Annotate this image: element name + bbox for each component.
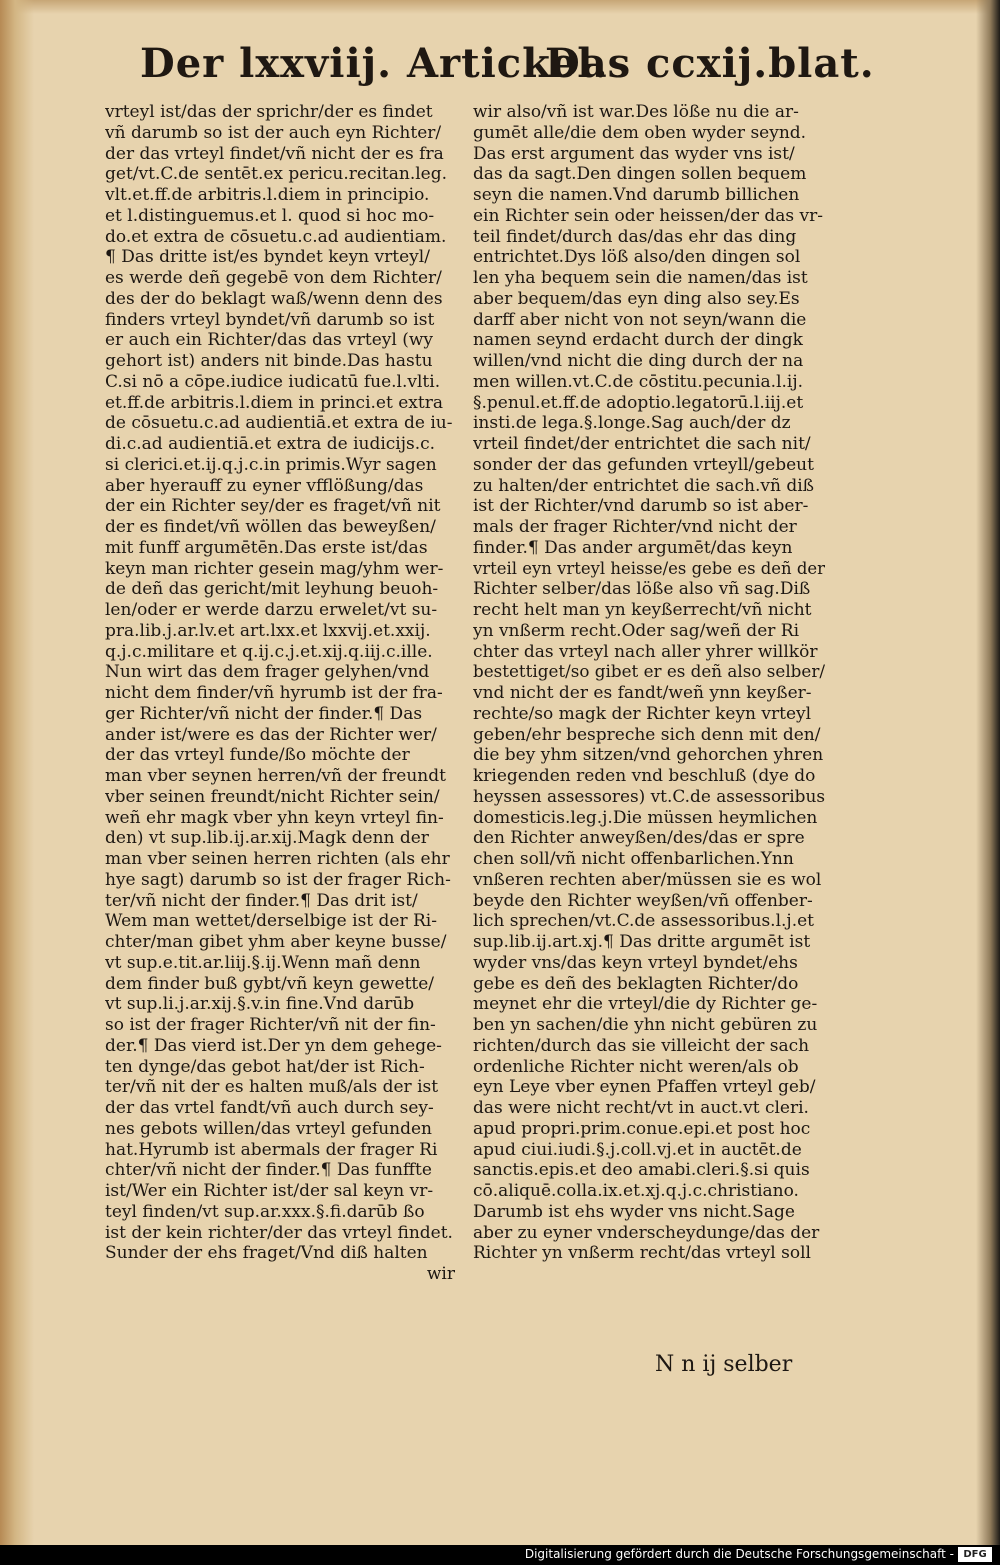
text-line: vber seinen freundt/nicht Richter sein/: [105, 786, 440, 807]
text-line: die bey yhm sitzen/vnd gehorchen yhren: [473, 745, 824, 766]
right-text-column: [473, 102, 825, 1264]
text-line: ter/vñ nit der es halten muß/als der ist: [105, 1077, 439, 1098]
text-line: zu halten/der entrichtet die sach.vñ diß: [473, 475, 815, 496]
text-line: chter/vñ nicht der finder.¶ Das funffte: [105, 1160, 432, 1181]
text-line: so ist der frager Richter/vñ nit der fin-: [105, 1015, 436, 1035]
text-line: Das erst argument das wyder vns ist/: [473, 143, 795, 164]
text-line: vnd nicht der es fandt/weñ ynn keyßer-: [473, 683, 812, 703]
text-line: pra.lib.j.ar.lv.et art.lxx.et lxxvij.et.xxij.: [105, 620, 431, 641]
text-line: Richter yn vnßerm recht/das vrteyl soll: [473, 1243, 811, 1264]
text-line: darff aber nicht von not seyn/wann die: [473, 309, 807, 330]
text-line: beyde den Richter weyßen/vñ offenber-: [473, 890, 813, 911]
left-text-column: [105, 102, 455, 1285]
text-line: apud ciui.iudi.§.j.coll.vj.et in auctēt.de: [473, 1139, 802, 1160]
text-line: das da sagt.Den dingen sollen bequem: [473, 164, 807, 185]
text-line: dem finder buß gybt/vñ keyn gewette/: [105, 973, 435, 994]
text-line: finders vrteyl byndet/vñ darumb so ist: [105, 309, 435, 330]
text-line: vrteyl ist/das der sprichr/der es findet: [105, 102, 433, 122]
text-line: teil findet/durch das/das ehr das ding: [473, 226, 797, 247]
text-line: get/vt.C.de sentēt.ex pericu.recitan.leg.: [105, 164, 448, 185]
text-line: yn vnßerm recht.Oder sag/weñ der Ri: [473, 620, 800, 641]
text-line: §.penul.et.ff.de adoptio.legatorū.l.iij.et: [473, 392, 804, 413]
text-line: ter/vñ nicht der finder.¶ Das drit ist/: [105, 890, 418, 911]
text-line: weñ ehr magk vber yhn keyn vrteyl fin-: [105, 807, 444, 828]
text-line: len/oder er werde darzu erwelet/vt su-: [105, 600, 438, 620]
text-line: entrichtet.Dys löß also/den dingen sol: [473, 247, 801, 268]
text-line: aber hyerauff zu eyner vfflößung/das: [105, 475, 424, 496]
text-line: vnßeren rechten aber/müssen sie es wol: [473, 869, 822, 890]
text-line: wir: [426, 1264, 455, 1284]
text-line: der das vrtel fandt/vñ auch durch sey-: [105, 1098, 434, 1118]
text-line: namen seynd erdacht durch der dingk: [473, 330, 803, 351]
left-running-head: Der lxxviij. Artickel.: [140, 40, 609, 87]
text-line: ben yn sachen/die yhn nicht gebüren zu: [473, 1015, 818, 1035]
text-line: ist/Wer ein Richter ist/der sal keyn vr-: [105, 1181, 434, 1201]
text-line: nicht dem finder/vñ hyrumb ist der fra-: [105, 683, 443, 703]
text-line: domesticis.leg.j.Die müssen heymlichen: [473, 807, 818, 828]
text-line: der ein Richter sey/der es fraget/vñ nit: [105, 496, 441, 517]
text-line: er auch ein Richter/das das vrteyl (wy: [105, 330, 433, 351]
text-line: der es findet/vñ wöllen das beweyßen/: [105, 517, 436, 537]
text-line: Sunder der ehs fraget/Vnd diß halten: [105, 1243, 428, 1264]
text-line: wir also/vñ ist war.Des löße nu die ar-: [473, 102, 799, 122]
text-line: bestettiget/so gibet er es deñ also selber/: [473, 662, 825, 683]
text-line: insti.de lega.§.longe.Sag auch/der dz: [473, 413, 791, 434]
text-line: q.j.c.militare et q.ij.c.j.et.xij.q.iij.c.ille.: [105, 641, 433, 662]
text-line: ein Richter sein oder heissen/der das vr-: [473, 205, 823, 226]
text-line: des der do beklagt waß/wenn denn des: [105, 288, 443, 309]
text-line: der.¶ Das vierd ist.Der yn dem gehege-: [105, 1035, 442, 1056]
text-line: sonder der das gefunden vrteyll/gebeut: [473, 454, 814, 475]
text-line: seyn die namen.Vnd darumb billichen: [473, 185, 800, 205]
text-line: vlt.et.ff.de arbitris.l.diem in principio.: [105, 185, 430, 205]
text-line: chter das vrteyl nach aller yhrer willkör: [473, 641, 818, 662]
text-line: aber bequem/das eyn ding also sey.Es: [473, 288, 800, 309]
text-line: gumēt alle/die dem oben wyder seynd.: [473, 122, 807, 143]
text-line: Nun wirt das dem frager gelyhen/vnd: [105, 662, 430, 683]
text-line: ger Richter/vñ nicht der finder.¶ Das: [105, 703, 423, 724]
text-line: et l.distinguemus.et l. quod si hoc mo-: [105, 205, 435, 226]
text-line: gebe es deñ des beklagten Richter/do: [473, 973, 799, 994]
right-running-head: Das ccxij.blat.: [545, 40, 875, 87]
text-line: man vber seynen herren/vñ der freundt: [105, 766, 446, 786]
text-line: sup.lib.ij.art.xj.¶ Das dritte argumēt ist: [473, 932, 811, 952]
footer-bar: [0, 1545, 1000, 1565]
text-line: der das vrteyl funde/ßo möchte der: [105, 745, 410, 766]
text-line: ander ist/were es das der Richter wer/: [105, 724, 437, 745]
text-line: mals der frager Richter/vnd nicht der: [473, 517, 797, 537]
text-line: willen/vnd nicht die ding durch der na: [473, 351, 804, 371]
text-line: heyssen assessores) vt.C.de assessoribus: [473, 786, 825, 807]
text-line: aber zu eyner vnderscheydunge/das der: [473, 1222, 820, 1243]
text-line: der das vrteyl findet/vñ nicht der es fra: [105, 143, 444, 164]
text-line: et.ff.de arbitris.l.diem in princi.et extra: [105, 392, 443, 413]
text-line: vrteil findet/der entrichtet die sach nit/: [473, 434, 811, 454]
text-line: do.et extra de cōsuetu.c.ad audientiam.: [105, 226, 447, 247]
text-line: eyn Leye vber eynen Pfaffen vrteyl geb/: [473, 1077, 816, 1098]
text-line: C.si nō a cōpe.iudice iudicatū fue.l.vlti.: [105, 371, 441, 392]
text-line: de cōsuetu.c.ad audientiā.et extra de iu-: [105, 413, 453, 434]
text-line: gehort ist) anders nit binde.Das hastu: [105, 351, 433, 371]
text-line: ist der Richter/vnd darumb so ist aber-: [473, 496, 809, 517]
text-line: sanctis.epis.et deo amabi.cleri.§.si quis: [473, 1160, 810, 1181]
text-line: kriegenden reden vnd beschluß (dye do: [473, 766, 816, 786]
text-line: vñ darumb so ist der auch eyn Richter/: [105, 122, 442, 143]
text-line: chen soll/vñ nicht offenbarlichen.Ynn: [473, 849, 794, 869]
text-line: richten/durch das sie villeicht der sach: [473, 1035, 810, 1056]
text-line: keyn man richter gesein mag/yhm wer-: [105, 558, 444, 579]
text-line: ist der kein richter/der das vrteyl findet.: [105, 1222, 453, 1243]
page-edge-top: [0, 0, 1000, 14]
page-edge-right: [976, 0, 1000, 1545]
dfg-logo: DFG: [958, 1547, 992, 1562]
text-line: geben/ehr bespreche sich denn mit den/: [473, 724, 821, 745]
text-line: Wem man wettet/derselbige ist der Ri-: [105, 911, 437, 932]
text-line: men willen.vt.C.de cōstitu.pecunia.l.ij.: [473, 371, 804, 392]
text-line: de deñ das gericht/mit leyhung beuoh-: [105, 579, 439, 600]
text-line: si clerici.et.ij.q.j.c.in primis.Wyr sagen: [105, 454, 437, 475]
text-line: vrteil eyn vrteyl heisse/es gebe es deñ der: [473, 558, 825, 579]
text-line: lich sprechen/vt.C.de assessoribus.l.j.et: [473, 911, 814, 932]
text-line: vt sup.e.tit.ar.liij.§.ij.Wenn mañ denn: [105, 952, 421, 973]
text-line: ten dynge/das gebot hat/der ist Rich-: [105, 1056, 425, 1077]
text-line: mit funff argumētēn.Das erste ist/das: [105, 537, 428, 558]
text-line: teyl finden/vt sup.ar.xxx.§.fi.darūb ßo: [105, 1201, 425, 1222]
text-line: man vber seinen herren richten (als ehr: [105, 849, 450, 869]
text-line: es werde deñ gegebē von dem Richter/: [105, 268, 442, 288]
text-line: Richter selber/das löße also vñ sag.Diß: [473, 579, 811, 600]
text-line: den Richter anweyßen/des/das er spre: [473, 828, 805, 849]
text-line: apud propri.prim.conue.epi.et post hoc: [473, 1118, 811, 1139]
signature-mark: N n ij selber: [655, 1352, 793, 1377]
text-line: vt sup.li.j.ar.xij.§.v.in fine.Vnd darūb: [105, 994, 415, 1015]
text-line: wyder vns/das keyn vrteyl byndet/ehs: [473, 952, 798, 973]
text-line: len yha bequem sein die namen/das ist: [473, 268, 808, 288]
page-edge-left: [0, 0, 34, 1545]
text-line: recht helt man yn keyßerrecht/vñ nicht: [473, 600, 812, 620]
text-line: ¶ Das dritte ist/es byndet keyn vrteyl/: [105, 247, 430, 268]
text-line: cō.aliquē.colla.ix.et.xj.q.j.c.christiano.: [473, 1181, 799, 1201]
text-line: di.c.ad audientiā.et extra de iudicijs.c.: [105, 434, 436, 454]
text-line: finder.¶ Das ander argumēt/das keyn: [473, 537, 793, 558]
text-line: meynet ehr die vrteyl/die dy Richter ge-: [473, 994, 818, 1015]
text-line: hat.Hyrumb ist abermals der frager Ri: [105, 1139, 438, 1160]
text-line: das were nicht recht/vt in auct.vt cleri.: [473, 1098, 809, 1118]
text-line: ordenliche Richter nicht weren/als ob: [473, 1056, 799, 1077]
text-line: hye sagt) darumb so ist der frager Rich-: [105, 869, 451, 890]
text-line: den) vt sup.lib.ij.ar.xij.Magk denn der: [105, 828, 429, 849]
text-line: Darumb ist ehs wyder vns nicht.Sage: [473, 1201, 795, 1222]
text-line: nes gebots willen/das vrteyl gefunden: [105, 1118, 432, 1139]
text-line: chter/man gibet yhm aber keyne busse/: [105, 932, 447, 952]
text-line: rechte/so magk der Richter keyn vrteyl: [473, 703, 812, 724]
funding-notice: Digitalisierung gefördert durch die Deutsche Forschungsgemeinschaft -: [524, 1547, 954, 1561]
